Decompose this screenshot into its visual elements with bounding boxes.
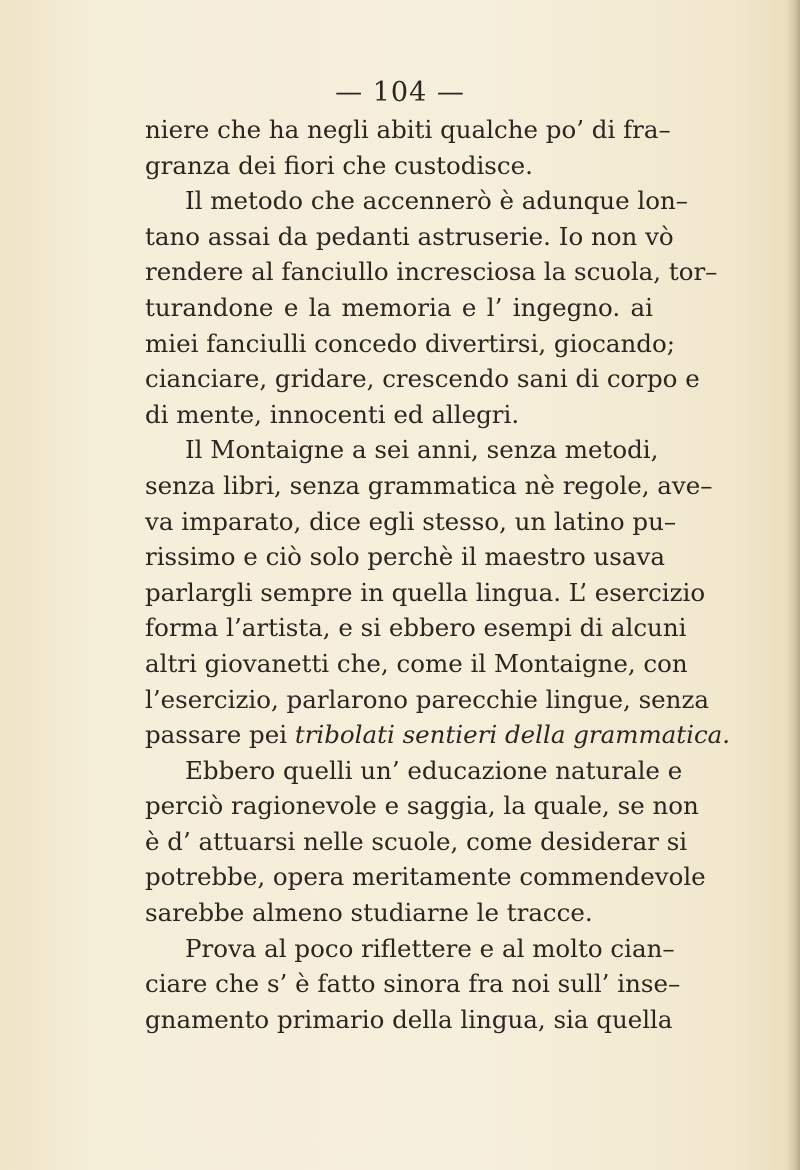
page-edge-shadow — [786, 0, 800, 1170]
text-line: altri giovanetti che, come il Montaigne, con — [145, 648, 688, 678]
text-line: gnamento primario della lingua, sia quella — [145, 1004, 673, 1034]
body-text — [145, 112, 731, 1037]
page-number-header: — 104 — — [335, 77, 465, 108]
text-line: rissimo e ciò solo perchè il maestro usava — [145, 542, 665, 572]
text-line: forma l’artista, e si ebbero esempi di alcuni — [145, 613, 687, 643]
text-line: tano assai da pedanti astruserie. Io non vò — [145, 221, 674, 251]
text-line: granza dei fiori che custodisce. — [145, 150, 533, 180]
text-line: Ebbero quelli un’ educazione naturale e — [185, 755, 683, 785]
text-line: turandone e la memoria e l’ ingegno. ai — [145, 292, 653, 322]
text-line: cianciare, gridare, crescendo sani di corpo e — [145, 364, 700, 394]
text-line: l’esercizio, parlarono parecchie lingue, senza — [145, 684, 709, 714]
text-line: perciò ragionevole e saggia, la quale, se non — [145, 791, 699, 821]
text-line: potrebbe, opera meritamente commendevole — [145, 862, 706, 892]
text-line: Prova al poco riflettere e al molto cian– — [185, 933, 675, 963]
text-line: miei fanciulli concedo divertirsi, giocando; — [145, 328, 675, 358]
text-line: è d’ attuarsi nelle scuole, come desiderar si — [145, 826, 688, 856]
text-line: senza libri, senza grammatica nè regole, ave– — [145, 470, 713, 500]
text-line: di mente, innocenti ed allegri. — [145, 399, 520, 429]
text-line: parlargli sempre in quella lingua. L’ esercizio — [145, 577, 706, 607]
text-line: sarebbe almeno studiarne le tracce. — [145, 898, 593, 928]
text-line: Il metodo che accennerò è adunque lon– — [185, 186, 688, 216]
text-line: Il Montaigne a sei anni, senza metodi, — [185, 435, 659, 465]
text-line: niere che ha negli abiti qualche po’ di fra– — [145, 115, 671, 144]
text-fragment: passare pei — [145, 720, 288, 750]
text-line: ciare che s’ è fatto sinora fra noi sull’ inse– — [145, 969, 681, 999]
text-line: va imparato, dice egli stesso, un latino pu– — [145, 506, 677, 536]
italic-phrase: tribolati sentieri della grammatica. — [294, 720, 731, 750]
text-line: rendere al fanciullo incresciosa la scuola, tor– — [145, 257, 718, 287]
text-line — [145, 717, 731, 753]
